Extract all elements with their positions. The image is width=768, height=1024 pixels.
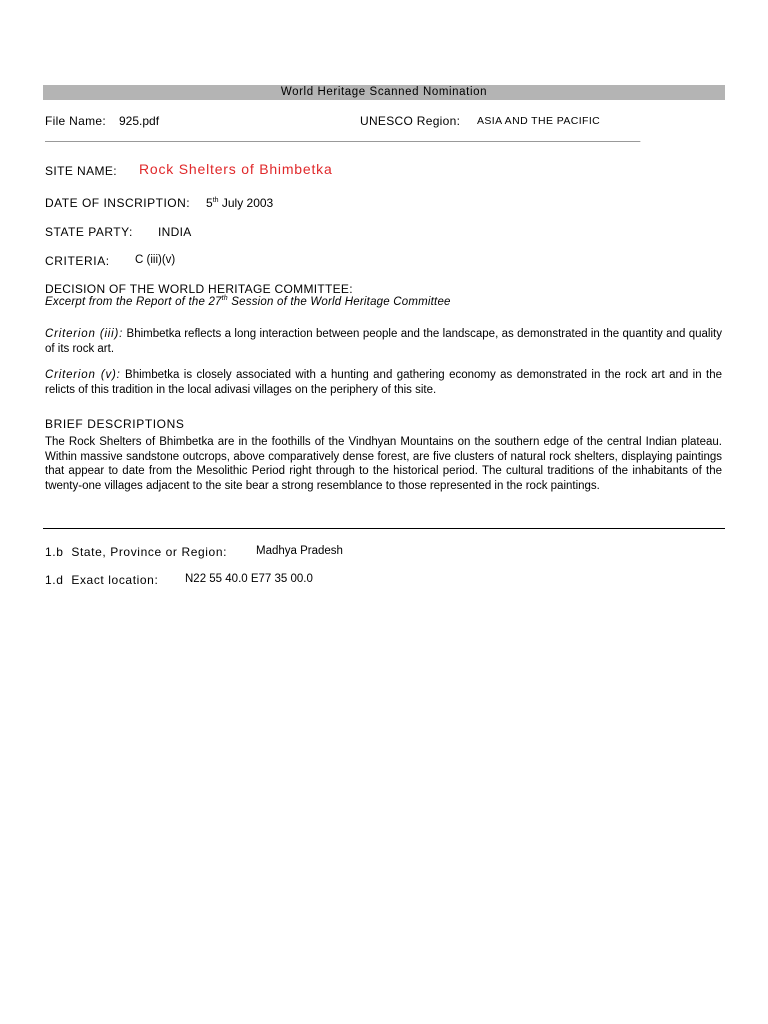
criteria-label: CRITERIA: [45, 254, 110, 268]
state-party-label: STATE PARTY: [45, 225, 133, 239]
exact-location-label: 1.d Exact location: [45, 573, 159, 587]
criterion-v-paragraph [45, 368, 722, 397]
date-of-inscription-label: DATE OF INSCRIPTION: [45, 196, 191, 210]
section-divider [43, 528, 725, 529]
inscription-month-year: July 2003 [218, 196, 274, 210]
criterion-v-label: Criterion (v): [45, 369, 121, 381]
document-header-bar [43, 85, 725, 100]
unesco-region-label: UNESCO Region: [360, 114, 461, 128]
inscription-day: 5 [206, 196, 213, 210]
date-of-inscription-value [206, 196, 273, 210]
file-name-label: File Name: [45, 114, 107, 128]
criteria-value: C (iii)(v) [135, 254, 176, 266]
province-label: 1.b State, Province or Region: [45, 545, 228, 559]
criterion-v-text: Bhimbetka is closely associated with a hunting and gathering economy as demonstrated in the rock art and in the relicts of this tradition in the local adivasi villages on the periphery of this site. [45, 369, 722, 396]
excerpt-text-after: Session of the World Heritage Committee [227, 296, 451, 308]
criterion-iii-paragraph [45, 327, 722, 356]
criterion-iii-text: Bhimbetka reflects a long interaction between people and the landscape, as demonstrated in the quantity and quality of its rock art. [45, 328, 722, 355]
brief-descriptions-heading: BRIEF DESCRIPTIONS [45, 417, 185, 431]
file-name-value: 925.pdf [119, 114, 160, 128]
criterion-iii-label: Criterion (iii): [45, 328, 124, 340]
unesco-region-value: ASIA AND THE PACIFIC [477, 115, 601, 127]
state-party-value: INDIA [158, 225, 192, 239]
document-header-title: World Heritage Scanned Nomination [280, 86, 488, 98]
excerpt-text-before: Excerpt from the Report of the 27 [45, 296, 222, 308]
excerpt-ordinal-suffix: th [221, 295, 228, 303]
header-separator: ____________________________________________________________________________________________________________________________________ [45, 132, 640, 142]
decision-excerpt [45, 296, 451, 308]
province-value: Madhya Pradesh [256, 545, 343, 557]
inscription-day-suffix: th [212, 197, 219, 204]
brief-descriptions-text: The Rock Shelters of Bhimbetka are in the foothills of the Vindhyan Mountains on the southern edge of the central Indian plateau. Within massive sandstone outcrops, above comparatively dense forest, are five clusters of natural rock shelters, displaying paintings that appear to date from the Mesolithic Period right through to the historical period. The cultural traditions of the inhabitants of the twenty-one villages adjacent to the site bear a strong resemblance to those represented in the rock paintings. [45, 436, 722, 492]
site-name-value: Rock Shelters of Bhimbetka [139, 161, 333, 177]
site-name-label: SITE NAME: [45, 164, 118, 178]
decision-heading: DECISION OF THE WORLD HERITAGE COMMITTEE: [45, 282, 353, 296]
exact-location-value: N22 55 40.0 E77 35 00.0 [185, 573, 313, 585]
